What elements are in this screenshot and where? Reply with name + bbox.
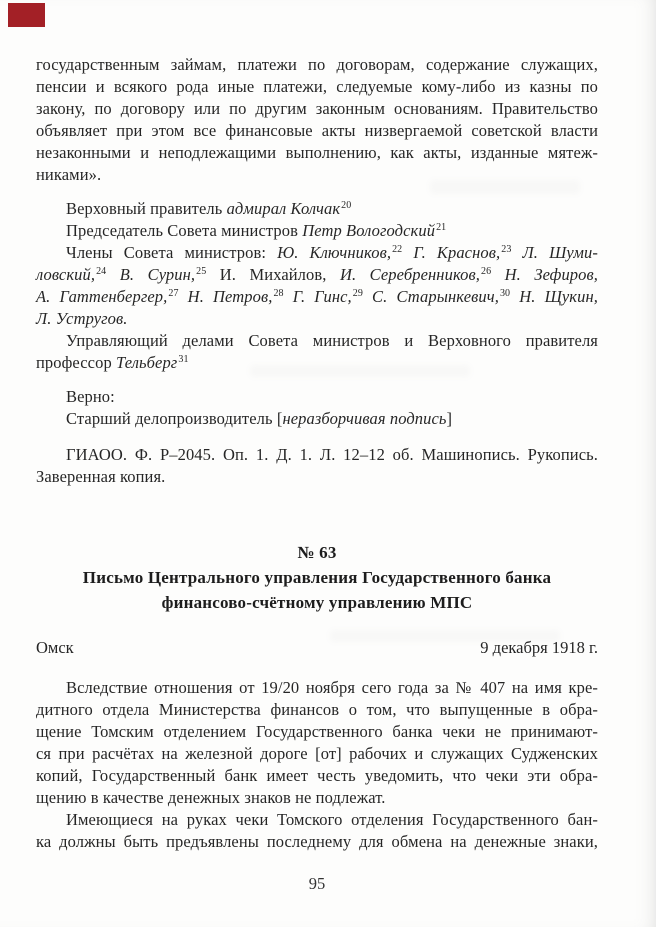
page-content [36,54,598,895]
signature-council-chairman: Председатель Совета министров Петр Вологодский$^{21}$ [66,221,447,240]
text-line: Имеющиеся на руках чеки Томского отделения Государственного бан- [66,810,598,829]
signature-members-line: ловский,$^{24}$ В. Сурин,$^{25}$ И. Михайлов, И. Серебренников,$^{26}$ Н. Зефиров, [36,265,598,284]
archive-line: ГИАОО. Ф. Р–2045. Оп. 1. Д. 1. Л. 12–12 об. Машинопись. Рукопись. [66,445,598,464]
page-number: 95 [308,874,326,893]
text-line: копий, Государственный банк имеет честь уведомить, что чеки эти обра- [36,766,598,785]
text-line: закону, по договору или по другим законным основаниям. Правительство [36,99,598,118]
signature-manager-line: Управляющий делами Совета министров и Верховного правителя [66,331,598,350]
text-line: никами». [36,165,102,184]
archive-line: Заверенная копия. [36,467,166,486]
document-title-line: Письмо Центрального управления Государственного банка [82,568,552,587]
clerk-line: Старший делопроизводитель [неразборчивая подпись] [66,409,453,428]
place-label: Омск [36,638,74,657]
text-line: объявляет при этом все финансовые акты низвергаемой советской власти [36,121,598,140]
text-line: Вследствие отношения от 19/20 ноября сего года за № 407 на имя кре- [66,678,598,697]
document-number: № 63 [297,543,337,562]
text-line: ка должны быть предъявлены последнему для обмена на денежные знаки, [36,832,598,851]
archive-reference [36,444,598,488]
text-line: ся при расчётах на железной дороге [от] рабочих и служащих Судженских [36,744,598,763]
signature-supreme-ruler: Верховный правитель адмирал Колчак$^{20}$ [66,199,352,218]
paragraph-continuation [36,54,598,186]
date-label: 9 декабря 1918 г. [480,638,598,657]
signature-members-line: Л. Устругов. [36,309,128,328]
signature-block [36,198,598,374]
certification-block [36,386,598,430]
place-date-row [36,637,598,659]
document-body-paragraph [36,809,598,853]
verno-line: Верно: [66,387,115,406]
signature-manager-line: профессор Тельберг$^{31}$ [36,353,189,372]
red-corner-mark [8,3,45,27]
text-line: пенсии и всякого рода иные платежи, следуемые кому-либо из казны по [36,77,598,96]
signature-members-line: Члены Совета министров: Ю. Ключников,$^{22}$ Г. Краснов,$^{23}$ Л. Шуми- [66,243,598,262]
signature-members-line: А. Гаттенбергер,$^{27}$ Н. Петров,$^{28}$ Г. Гинс,$^{29}$ С. Старынкевич,$^{30}$ Н. Щукин, [36,287,598,306]
text-line: щение Томским отделением Государственного банка чеки не принимают- [36,722,598,741]
document-title-line: финансово-счётному управлению МПС [161,593,473,612]
text-line: щению в качестве денежных знаков не подлежат. [36,788,386,807]
text-line: государственным займам, платежи по договорам, содержание служащих, [36,55,598,74]
document-body-paragraph [36,677,598,809]
text-line: дитного отдела Министерства финансов о том, что выпущенные в обра- [36,700,598,719]
text-line: незаконными и неподлежащими выполнению, как акты, изданные мятеж- [36,143,598,162]
